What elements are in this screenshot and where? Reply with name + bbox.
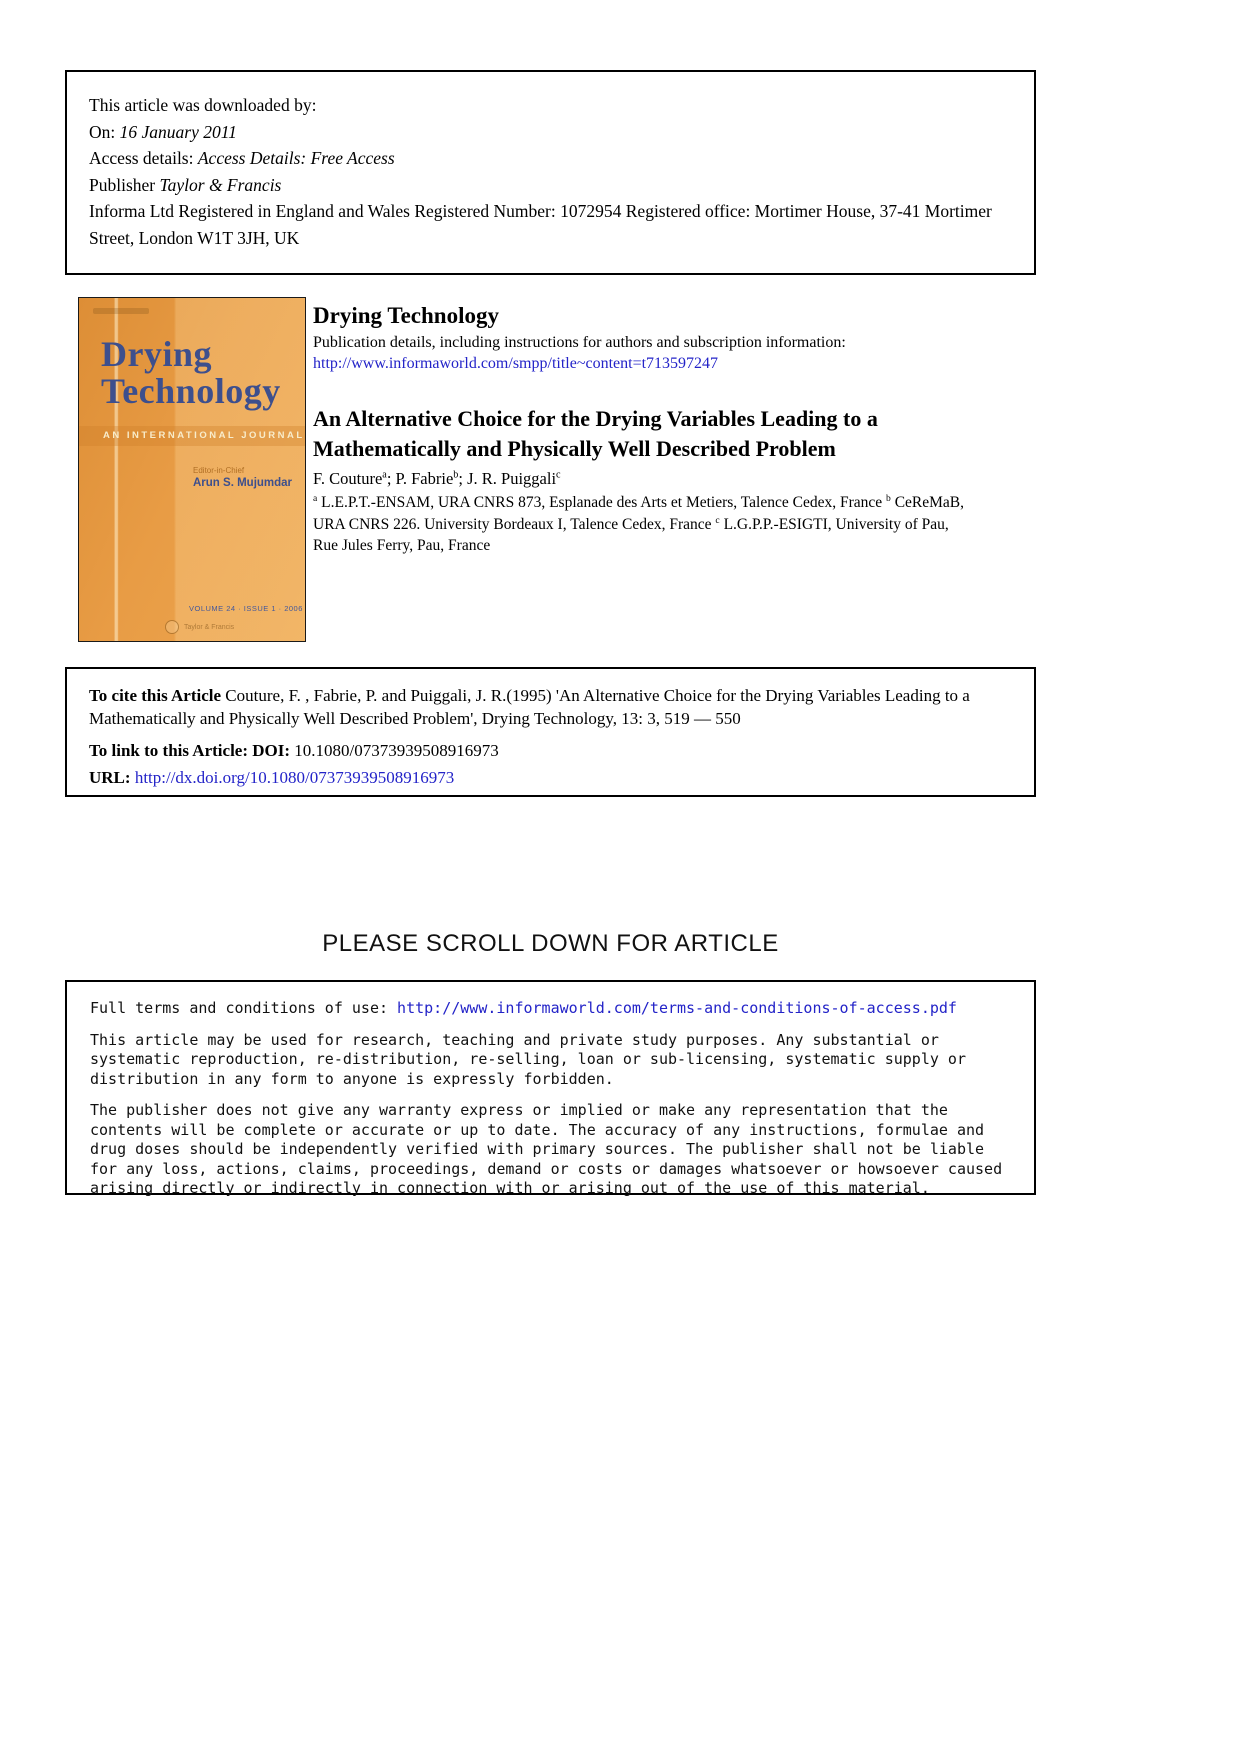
author-list xyxy=(313,469,1039,489)
usage-terms-paragraph: This article may be used for research, teaching and private study purposes. Any substantial or systematic reproduction, re-distribution, re-selling, loan or sub-licensing, systematic supply or distribution in any form to anyone is expressly forbidden. xyxy=(90,1030,966,1088)
cover-editor-label: Editor-in-Chief xyxy=(193,466,245,475)
author-2: ; P. Fabrie xyxy=(386,469,454,488)
terms-box xyxy=(65,980,1036,1195)
journal-title: Drying Technology xyxy=(313,303,499,328)
doi-url-link[interactable]: http://dx.doi.org/10.1080/07373939508916973 xyxy=(134,768,455,787)
informa-registration-line: Informa Ltd Registered in England and Wales Registered Number: 1072954 Registered office: Mortimer House, 37-41 Mortimer Street, London W1T 3JH, UK xyxy=(89,201,992,248)
author-1-affil-mark: a xyxy=(382,469,387,481)
taylor-francis-logo-icon xyxy=(165,620,179,634)
journal-cover-image xyxy=(78,297,306,642)
access-label: Access details: xyxy=(89,148,198,168)
affil-mark-c: c xyxy=(715,514,720,526)
download-info-box xyxy=(65,70,1036,275)
publisher-line xyxy=(89,172,1012,199)
affiliation-line-2 xyxy=(313,514,1039,536)
cite-line xyxy=(89,684,1012,730)
cite-label: To cite this Article xyxy=(89,686,222,705)
date-value: 16 January 2011 xyxy=(119,121,237,142)
access-value: Access Details: Free Access xyxy=(197,148,395,168)
terms-conditions-link[interactable]: http://www.informaworld.com/terms-and-conditions-of-access.pdf xyxy=(397,999,957,1017)
publication-details-text: Publication details, including instructions for authors and subscription information: xyxy=(313,334,846,351)
affil-text-c-start: L.G.P.P.-ESIGTI, University of Pau, xyxy=(719,515,949,533)
affil-text-a: L.E.P.T.-ENSAM, URA CNRS 873, Esplanade des Arts et Metiers, Talence Cedex, France xyxy=(317,494,887,511)
citation-box xyxy=(65,667,1036,797)
scroll-down-notice: PLEASE SCROLL DOWN FOR ARTICLE xyxy=(322,930,779,957)
cover-editor-name: Arun S. Mujumdar xyxy=(193,477,293,489)
full-terms-label: Full terms and conditions of use: xyxy=(90,999,398,1017)
taylor-francis-logo-text: Taylor & Francis xyxy=(184,623,235,631)
article-title: An Alternative Choice for the Drying Variables Leading to a Mathematically and Physically Well Described Problem xyxy=(313,406,878,461)
affil-text-b-end: URA CNRS 226. University Bordeaux I, Talence Cedex, France xyxy=(313,515,716,533)
author-2-affil-mark: b xyxy=(453,469,459,481)
affil-text-b-start: CeReMaB, xyxy=(890,494,964,511)
author-1: F. Couture xyxy=(313,469,383,488)
publisher-label: Publisher xyxy=(89,174,160,195)
taylor-francis-logo xyxy=(165,620,234,634)
cite-text: Couture, F. , Fabrie, P. and Puiggali, J. R.(1995) 'An Alternative Choice for the Drying Variables Leading to a Mathematically and Physically Well Described Problem', Drying Technology, 13: 3, 519 — 550 xyxy=(89,686,970,728)
affil-mark-a: a xyxy=(313,492,318,504)
download-date-line xyxy=(89,119,1012,146)
journal-info-column xyxy=(313,303,1039,557)
doi-value: 10.1080/07373939508916973 xyxy=(294,741,499,760)
cover-volume-line: VOLUME 24 · ISSUE 1 · 2006 xyxy=(189,604,303,613)
doi-label: To link to this Article: DOI: xyxy=(89,741,295,760)
full-terms-line xyxy=(90,999,1011,1019)
affiliation-line-3: Rue Jules Ferry, Pau, France xyxy=(313,537,491,554)
cover-title-line2: Technology xyxy=(101,371,281,411)
downloaded-by-line xyxy=(89,92,1012,119)
downloaded-by-text: This article was downloaded by: xyxy=(89,95,317,115)
date-label: On: xyxy=(89,121,120,142)
affiliation-line-1 xyxy=(313,492,1039,514)
affil-mark-b: b xyxy=(886,492,891,504)
affiliations xyxy=(313,492,1039,557)
issn-placeholder xyxy=(93,308,149,314)
url-label: URL: xyxy=(89,768,135,787)
cover-subtitle-band: AN INTERNATIONAL JOURNAL xyxy=(79,426,305,446)
cover-journal-title xyxy=(101,336,281,410)
journal-homepage-link[interactable]: http://www.informaworld.com/smpp/title~content=t713597247 xyxy=(313,355,719,372)
publisher-value: Taylor & Francis xyxy=(159,174,282,195)
doi-line xyxy=(89,739,1012,762)
url-line xyxy=(89,766,1012,789)
author-3: ; J. R. Puiggali xyxy=(458,469,557,488)
cover-title-line1: Drying xyxy=(101,334,212,374)
warranty-disclaimer-paragraph: The publisher does not give any warranty express or implied or make any representation that the contents will be complete or accurate or up to date. The accuracy of any instructions, formulae and drug doses should be independently verified with primary sources. The publisher shall not be liable for any loss, actions, claims, proceedings, demand or costs or damages whatsoever or howsoever caused arising directly or indirectly in connection with or arising out of the use of this material. xyxy=(90,1101,1003,1197)
author-3-affil-mark: c xyxy=(556,469,561,481)
access-details-line xyxy=(89,145,1012,172)
